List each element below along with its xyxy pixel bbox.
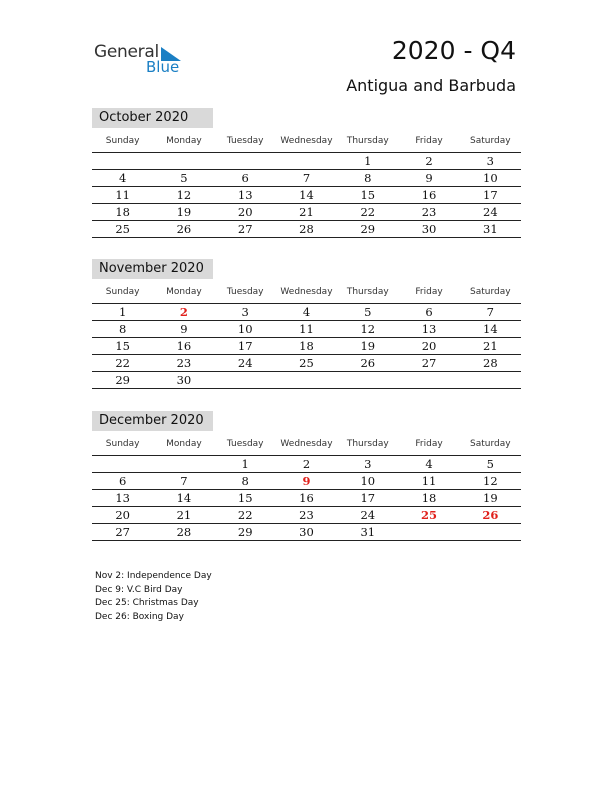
day-cell: 25 [115,222,130,236]
weekday-label: Sunday [105,439,140,449]
day-cell: 10 [483,171,498,185]
day-cell: 13 [421,322,437,336]
day-cell: 26 [482,508,499,522]
day-cell: 5 [486,457,494,471]
day-cell: 7 [180,474,188,488]
day-cell: 26 [176,222,192,236]
day-cell: 4 [302,305,311,319]
day-cell: 12 [176,188,192,202]
day-cell: 2 [425,154,433,168]
day-cell: 23 [299,508,314,522]
weekday-label: Monday [166,136,202,146]
month-label: October 2020 [92,108,213,128]
day-cell: 4 [118,171,127,185]
day-cell: 11 [299,322,314,336]
day-cell: 27 [115,525,130,539]
holiday-note: Dec 9: V.C Bird Day [95,584,183,595]
day-cell: 25 [299,356,314,370]
day-cell: 20 [237,205,253,219]
weekday-label: Sunday [105,287,140,297]
day-cell: 15 [360,188,376,202]
day-cell: 28 [299,222,314,236]
weekday-label: Friday [415,439,443,449]
weekday-label: Saturday [470,136,511,146]
day-cell: 2 [179,305,188,319]
day-cell: 20 [115,508,130,522]
day-cell: 23 [421,205,437,219]
weekday-label: Wednesday [280,439,333,449]
day-cell: 31 [360,525,376,539]
weekday-label: Tuesday [226,136,264,146]
month-label: November 2020 [92,259,213,279]
weekday-label: Monday [166,439,202,449]
day-cell: 15 [115,339,130,353]
month-block [92,108,521,238]
day-cell: 8 [118,322,127,336]
day-cell: 12 [483,474,498,488]
day-cell: 17 [360,491,376,505]
weekday-label: Wednesday [280,287,333,297]
day-cell: 20 [421,339,437,353]
logo-blue-text: Blue [146,58,180,76]
day-cell: 5 [364,305,372,319]
week-row [92,304,521,321]
week-row [92,170,521,187]
day-cell: 14 [176,491,192,505]
weekday-label: Thursday [346,136,389,146]
page-title: 2020 - Q4 [391,36,516,65]
day-cell: 9 [180,322,188,336]
day-cell: 11 [421,474,437,488]
week-row [92,473,521,490]
week-row [92,372,521,389]
day-cell: 21 [483,339,498,353]
day-cell: 5 [180,171,188,185]
day-cell: 10 [360,474,376,488]
day-cell: 1 [364,154,372,168]
day-cell: 4 [425,457,433,471]
holiday-note: Nov 2: Independence Day [95,571,212,581]
day-cell: 13 [115,491,130,505]
week-row [92,355,521,372]
day-cell: 24 [483,205,498,219]
weekday-label: Monday [166,287,202,297]
day-cell: 27 [421,356,437,370]
weekday-label: Tuesday [226,439,264,449]
day-cell: 19 [360,339,376,353]
week-row [92,524,521,541]
day-cell: 18 [421,491,437,505]
week-row [92,321,521,338]
day-cell: 29 [360,222,376,236]
day-cell: 21 [176,508,192,522]
day-cell: 19 [483,491,498,505]
holiday-note: Dec 25: Christmas Day [95,598,199,608]
weekday-label: Wednesday [280,136,333,146]
day-cell: 23 [176,356,192,370]
day-cell: 24 [360,508,376,522]
day-cell: 26 [360,356,376,370]
week-row [92,338,521,355]
day-cell: 19 [176,205,192,219]
weekday-header [92,281,521,304]
weekday-label: Friday [415,136,443,146]
weekday-header [92,130,521,153]
holiday-notes [95,570,212,624]
day-cell: 3 [364,457,372,471]
day-cell: 30 [299,525,314,539]
day-cell: 14 [299,188,314,202]
holiday-note: Dec 26: Boxing Day [95,611,184,622]
day-cell: 12 [360,322,376,336]
day-cell: 16 [299,491,314,505]
day-cell: 22 [115,356,130,370]
month-block [92,411,521,541]
logo [94,42,194,82]
day-cell: 14 [483,322,498,336]
day-cell: 30 [176,373,192,387]
day-cell: 13 [237,188,253,202]
day-cell: 8 [241,474,249,488]
day-cell: 11 [115,188,130,202]
day-cell: 28 [176,525,192,539]
day-cell: 16 [176,339,192,353]
day-cell: 27 [237,222,253,236]
week-row [92,456,521,473]
day-cell: 1 [241,457,249,471]
day-cell: 7 [302,171,311,185]
day-cell: 3 [486,154,494,168]
day-cell: 29 [237,525,253,539]
day-cell: 1 [118,305,127,319]
weekday-label: Tuesday [226,287,264,297]
day-cell: 17 [237,339,253,353]
day-cell: 6 [241,171,249,185]
weekday-label: Friday [415,287,443,297]
weekday-label: Saturday [470,439,511,449]
week-row [92,187,521,204]
day-cell: 2 [302,457,311,471]
weekday-label: Sunday [105,136,140,146]
day-cell: 31 [483,222,498,236]
day-cell: 15 [237,491,253,505]
weekday-label: Saturday [470,287,511,297]
week-row [92,204,521,221]
day-cell: 9 [425,171,433,185]
day-cell: 9 [302,474,311,488]
day-cell: 8 [364,171,372,185]
week-row [92,507,521,524]
day-cell: 16 [421,188,437,202]
weekday-label: Thursday [346,287,389,297]
day-cell: 30 [421,222,437,236]
day-cell: 10 [237,322,253,336]
country-name: Antigua and Barbuda [346,76,516,95]
month-label: December 2020 [92,411,213,431]
weekday-header [92,433,521,456]
day-cell: 18 [115,205,130,219]
month-block [92,259,521,389]
day-cell: 28 [483,356,498,370]
week-row [92,221,521,238]
day-cell: 6 [425,305,433,319]
day-cell: 21 [299,205,314,219]
day-cell: 3 [241,305,249,319]
day-cell: 6 [118,474,127,488]
day-cell: 22 [360,205,376,219]
week-row [92,490,521,507]
day-cell: 24 [237,356,253,370]
day-cell: 22 [237,508,253,522]
day-cell: 25 [421,508,438,522]
weekday-label: Thursday [346,439,389,449]
logo-general-text: General [94,42,159,62]
day-cell: 7 [486,305,494,319]
day-cell: 17 [483,188,498,202]
week-row [92,153,521,170]
day-cell: 29 [115,373,130,387]
day-cell: 18 [299,339,314,353]
